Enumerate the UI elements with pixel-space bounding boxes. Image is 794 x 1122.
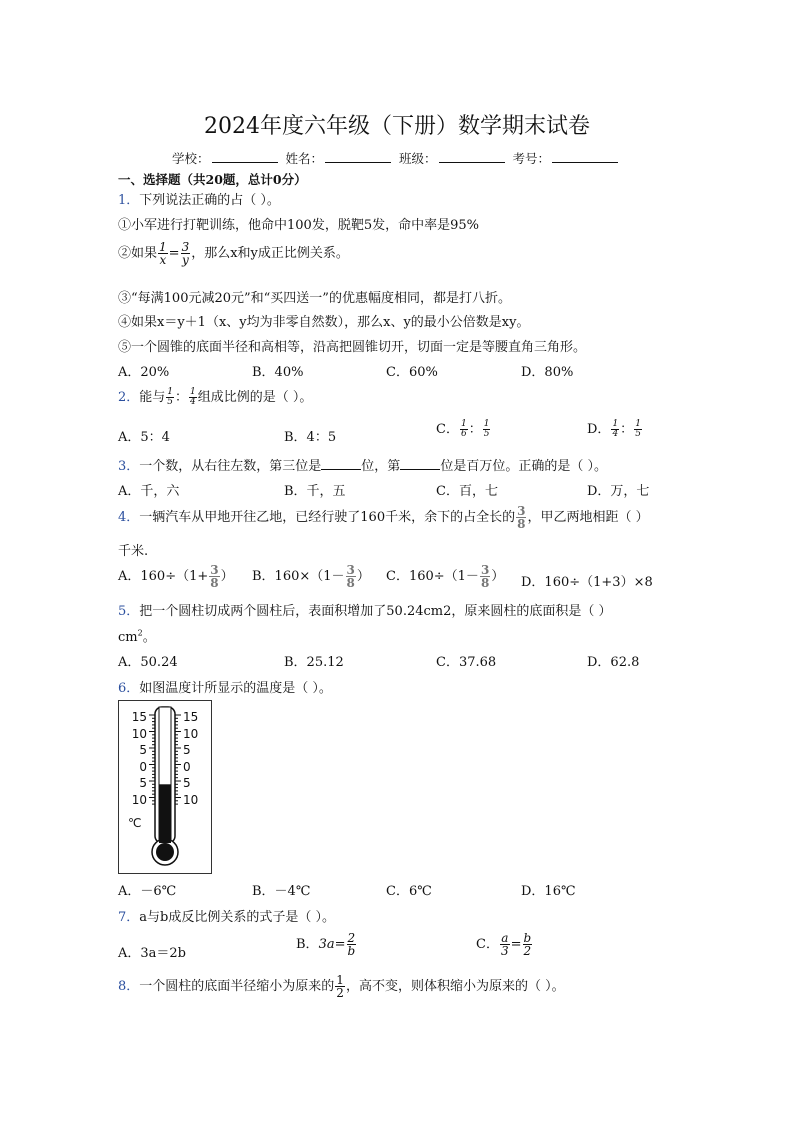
q6-option-c[interactable]: C．6℃ [386, 884, 432, 899]
scale-label: 10 [131, 726, 147, 741]
question-number: 5． [118, 604, 140, 619]
scale-label: 15 [131, 710, 147, 724]
question-text: a与b成反比例关系的式子是（ ）。 [139, 910, 335, 925]
name-label: 姓名： [285, 151, 324, 166]
fraction: $\frac{1}{5}$ [167, 387, 174, 407]
scale-label: 0 [183, 759, 191, 774]
option-text: ） [356, 569, 370, 584]
scale-label: 0 [139, 759, 147, 774]
exam-no-label: 考号： [512, 151, 551, 166]
scale-label: 10 [131, 792, 147, 807]
q1-statement-1: ①小军进行打靶训练，他命中100发，脱靶5发，命中率是95% [118, 218, 479, 233]
question-4-stem [118, 505, 649, 530]
question-text: 一个圆柱的底面半径缩小为原来的 [139, 979, 335, 994]
q1-statement-5: ⑤一个圆锥的底面半径和高相等，沿高把圆锥切开，切面一定是等腰直角三角形。 [118, 340, 587, 355]
fraction: $\frac{1}{2}$ [336, 973, 344, 1000]
option-label: D． [587, 422, 611, 437]
scale-label: 5 [139, 743, 147, 757]
option-text: A．160÷（1+ [118, 569, 209, 584]
q1-option-a[interactable]: A．20% [118, 365, 170, 380]
unit-text: cm [118, 630, 138, 645]
question-text: ，甲乙两地相距（ ） [527, 510, 649, 525]
q4-option-b[interactable] [252, 564, 370, 589]
thermometer-liquid [159, 784, 171, 843]
fraction: $\frac{3}{8}$ [517, 504, 526, 531]
scale-label: 15 [183, 710, 199, 724]
ratio-colon: ： [468, 422, 482, 437]
q4-option-c[interactable] [386, 564, 504, 589]
equals-sign: = [168, 246, 180, 261]
option-label: C． [476, 937, 499, 952]
equals-sign: = [510, 937, 522, 952]
fraction: $\frac{3}{8}$ [346, 563, 355, 590]
q2-option-b[interactable]: B．4：5 [284, 430, 337, 445]
q5-line-2 [118, 626, 156, 645]
school-blank[interactable] [212, 150, 278, 163]
q4-option-d[interactable]: D．160÷（1+3）×8 [521, 575, 653, 590]
option-text: ） [220, 569, 234, 584]
ratio-colon: ： [620, 422, 634, 437]
statement-text: ，那么x和y成正比例关系。 [191, 246, 349, 261]
right-scale-labels [183, 709, 198, 808]
fraction: $\frac{2}{b}$ [347, 931, 356, 958]
fraction: $\frac{1}{x}$ [159, 240, 167, 267]
fraction: $\frac{3}{y}$ [181, 240, 190, 267]
school-label: 学校： [172, 151, 210, 166]
q4-option-a[interactable] [118, 564, 234, 589]
q2-option-c[interactable] [436, 420, 491, 439]
thermometer-figure [118, 700, 212, 874]
question-5-stem [118, 600, 612, 619]
question-text: 位，第 [361, 459, 401, 474]
question-text: 能与 [139, 390, 166, 405]
question-number: 7． [118, 910, 140, 925]
q5-option-b[interactable]: B．25.12 [284, 655, 344, 670]
fraction: $\frac{a}{3}$ [500, 931, 509, 958]
q4-line-2: 千米. [118, 544, 149, 559]
fraction: $\frac{1}{5}$ [635, 419, 641, 439]
scale-label: 5 [139, 776, 147, 790]
question-number: 4． [118, 510, 140, 525]
section-heading: 一、选择题（共20题，总计0分） [118, 172, 307, 187]
punctuation: 。 [142, 630, 156, 645]
q6-option-b[interactable]: B．－4℃ [252, 884, 311, 899]
q7-option-c[interactable] [476, 932, 533, 957]
math-term: 3a [318, 937, 335, 952]
q5-option-c[interactable]: C．37.68 [436, 655, 497, 670]
question-text: 一个数，从右往左数，第三位是 [139, 459, 322, 474]
question-text: 把一个圆柱切成两个圆柱后，表面积增加了50.24cm2，原来圆柱的底面积是（ ） [139, 604, 612, 619]
q1-statement-3: ③“每满100元减20元”和“买四送一”的优惠幅度相同，都是打八折。 [118, 291, 511, 306]
q6-option-d[interactable]: D．16℃ [521, 884, 576, 899]
question-text: 如图温度计所显示的温度是（ ）。 [139, 681, 332, 696]
fraction: $\frac{3}{8}$ [480, 563, 490, 590]
class-label: 班级： [399, 151, 437, 166]
thermometer-bulb [156, 843, 174, 861]
scale-label: 10 [183, 792, 199, 807]
option-text: B．160×（1－ [252, 569, 345, 584]
q2-option-a[interactable]: A．5：4 [118, 430, 170, 445]
q1-option-d[interactable]: D．80% [521, 365, 574, 380]
question-text: 组成比例的是（ ）。 [197, 390, 313, 405]
name-blank[interactable] [325, 150, 391, 163]
question-text: 下列说法正确的占（ ）。 [139, 193, 280, 208]
question-1-stem [118, 189, 280, 208]
q3-option-a[interactable]: A．千，六 [118, 484, 180, 499]
q7-option-a[interactable]: A．3a＝2b [118, 946, 187, 961]
q7-option-b[interactable] [296, 932, 357, 957]
q6-option-a[interactable]: A．－6℃ [118, 884, 177, 899]
statement-text: ②如果 [118, 246, 158, 261]
scale-label: 5 [183, 776, 191, 790]
scale-label: 5 [183, 743, 191, 757]
option-label: B． [296, 937, 319, 952]
question-7-stem [118, 906, 335, 925]
student-info-line [172, 149, 622, 167]
question-3-stem [118, 455, 607, 474]
q1-option-c[interactable]: C．60% [386, 365, 438, 380]
right-ticks [175, 715, 181, 804]
fraction: $\frac{b}{2}$ [523, 931, 532, 958]
question-2-stem [118, 388, 312, 407]
fraction: $\frac{3}{8}$ [210, 563, 219, 590]
unit-label: ℃ [128, 816, 142, 830]
q2-option-d[interactable] [587, 420, 643, 439]
class-blank[interactable] [439, 150, 505, 163]
equals-sign: = [334, 937, 346, 952]
option-label: C． [436, 422, 459, 437]
exam-no-blank[interactable] [552, 150, 618, 163]
scale-label: 10 [183, 726, 199, 741]
answer-blank[interactable] [400, 457, 440, 470]
answer-blank[interactable] [321, 457, 361, 470]
q3-option-b[interactable]: B．千，五 [284, 484, 346, 499]
question-number: 3． [118, 459, 140, 474]
question-number: 6． [118, 681, 140, 696]
question-text: 一辆汽车从甲地开往乙地，已经行驶了160千米，余下的占全长的 [139, 510, 516, 525]
q1-statement-2 [118, 241, 349, 266]
question-8-stem [118, 974, 565, 999]
question-6-stem [118, 677, 332, 696]
question-number: 2． [118, 390, 140, 405]
q5-option-a[interactable]: A．50.24 [118, 655, 178, 670]
question-number: 1． [118, 193, 140, 208]
ratio-colon: ： [175, 390, 189, 405]
fraction: $\frac{1}{4}$ [190, 387, 196, 407]
question-text: 位是百万位。正确的是（ ）。 [440, 459, 607, 474]
fraction: $\frac{1}{5}$ [483, 419, 490, 439]
unit-superscript: 2 [137, 628, 143, 638]
question-number: 8． [118, 979, 140, 994]
left-scale-labels [129, 709, 147, 808]
question-text: ，高不变，则体积缩小为原来的（ ）。 [345, 979, 565, 994]
option-text: C．160÷（1－ [386, 569, 479, 584]
option-text: ） [491, 569, 505, 584]
q3-option-c[interactable]: C．百，七 [436, 484, 498, 499]
left-ticks [149, 715, 155, 804]
q5-option-d[interactable]: D．62.8 [587, 655, 640, 670]
fraction: $\frac{1}{6}$ [460, 419, 467, 439]
q1-option-b[interactable]: B．40% [252, 365, 304, 380]
page-title: 2024年度六年级（下册）数学期末试卷 [204, 114, 590, 139]
fraction: $\frac{1}{4}$ [612, 419, 619, 439]
q3-option-d[interactable]: D．万，七 [587, 484, 650, 499]
q1-statement-4: ④如果x＝y＋1（x、y均为非零自然数），那么x、y的最小公倍数是xy。 [118, 315, 530, 330]
